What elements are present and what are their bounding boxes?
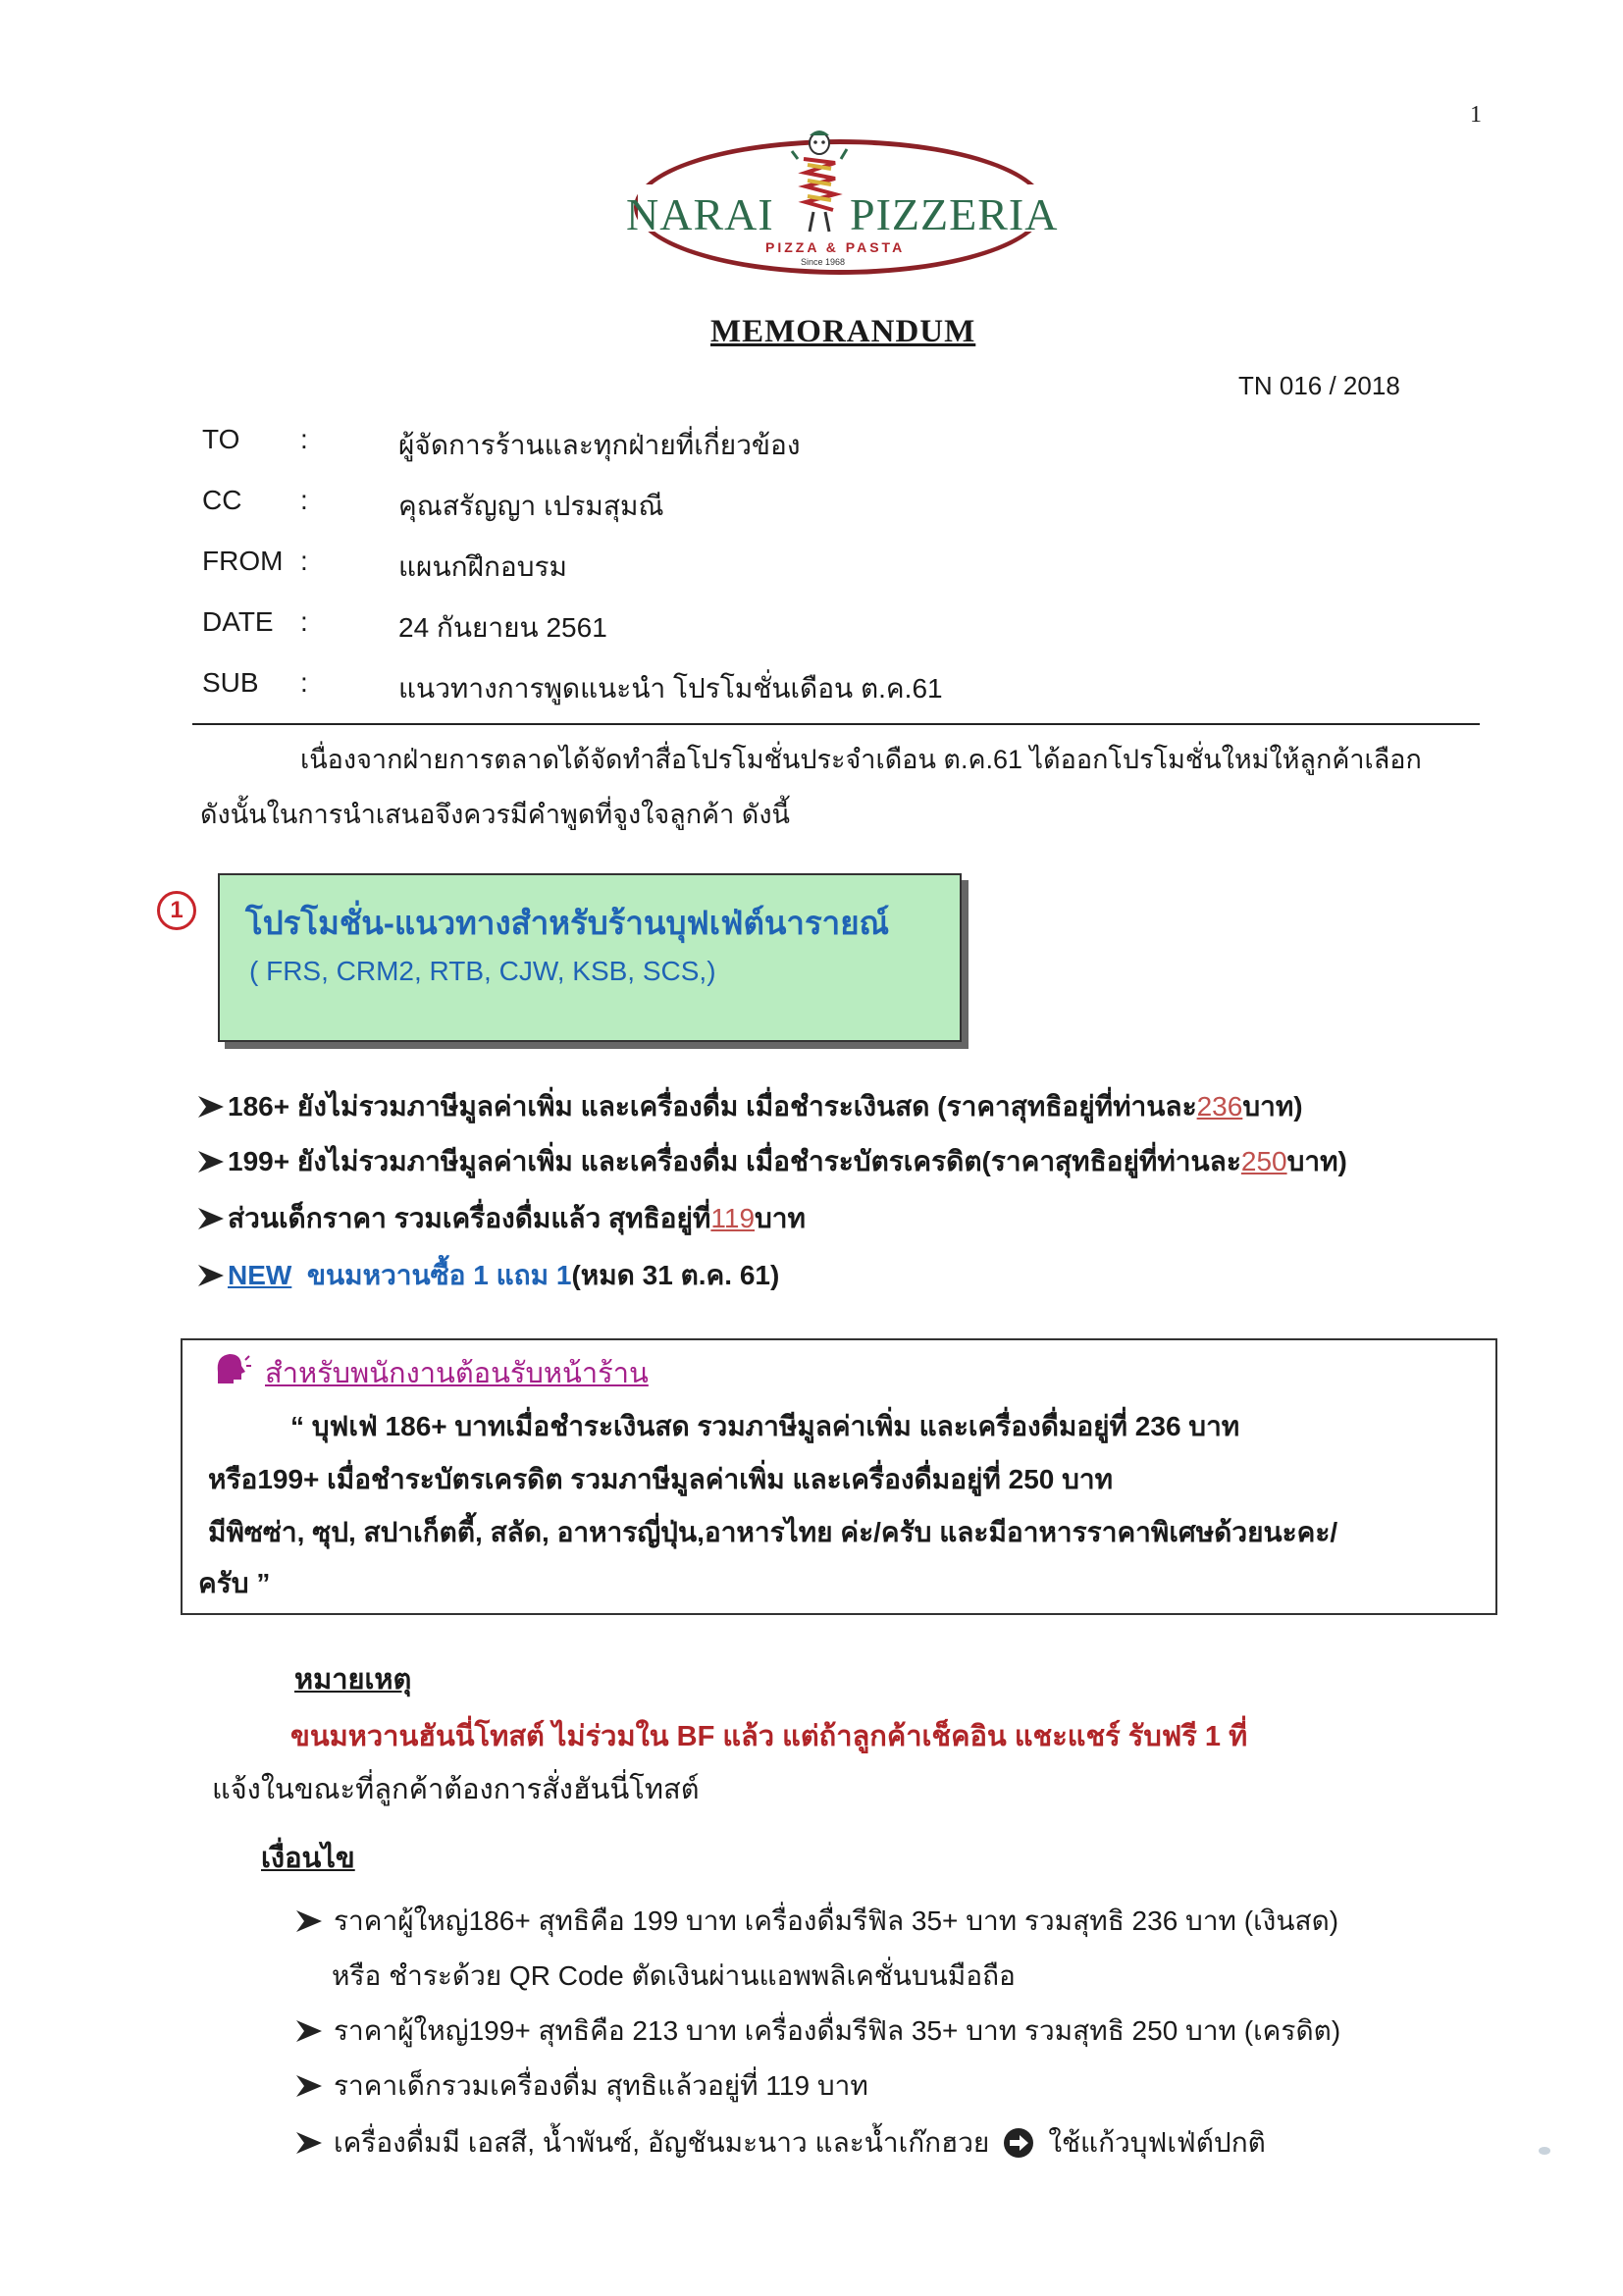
staff-script-line-4: ครับ ” (198, 1568, 271, 1598)
logo-since: Since 1968 (801, 257, 846, 267)
offer-expiry: (หมด 31 ต.ค. 61) (571, 1260, 780, 1290)
condition-text-tail: ใช้แก้วบุฟเฟ่ต์ปกติ (1048, 2127, 1266, 2158)
header-label: SUB (202, 667, 259, 698)
condition-item (294, 1900, 1338, 1943)
conditions-heading: เงื่อนไข (261, 1843, 355, 1874)
staff-heading: สำหรับพนักงานต้อนรับหน้าร้าน (265, 1358, 649, 1389)
condition-item (294, 2064, 868, 2108)
condition-item (294, 2121, 1266, 2165)
header-value: 24 กันยายน 2561 (398, 612, 607, 643)
condition-text: ราคาเด็กรวมเครื่องดื่ม สุทธิแล้วอยู่ที่ 119 บาท (334, 2070, 868, 2101)
bullet-text: ส่วนเด็กราคา รวมเครื่องดื่มแล้ว สุทธิอยู่ที่ (228, 1203, 711, 1233)
page-number: 1 (1470, 102, 1482, 128)
note-heading: หมายเหตุ (294, 1664, 412, 1696)
reference-number: TN 016 / 2018 (1238, 371, 1400, 400)
condition-text: เครื่องดื่มมี เอสสี, น้ำพันซ์, อัญชันมะนาว และน้ำเก๊กฮวย (334, 2127, 990, 2158)
condition-text-continued: หรือ ชำระด้วย QR Code ตัดเงินผ่านแอพพลิเคชั่นบนมือถือ (332, 1960, 1016, 1991)
arrow-bullet-icon (196, 1204, 226, 1233)
staff-script-line-1: “ บุฟเฟ่ 186+ บาทเมื่อชำระเงินสด รวมภาษีมูลค่าเพิ่ม และเครื่องดื่มอยู่ที่ 236 บาท (290, 1411, 1240, 1441)
header-value: ผู้จัดการร้านและทุกฝ่ายที่เกี่ยวข้อง (398, 430, 801, 460)
staff-script-line-2: หรือ199+ เมื่อชำระบัตรเครดิต รวมภาษีมูลค่าเพิ่ม และเครื่องดื่มอยู่ที่ 250 บาท (208, 1464, 1114, 1494)
chef-figure-icon (790, 130, 849, 237)
header-colon: : (300, 667, 308, 698)
note-line-1: ขนมหวานฮันนี่โทสต์ ไม่ร่วมใน BF แล้ว แต่ถ้าลูกค้าเช็คอิน แชะแชร์ รับฟรี 1 ที่ (290, 1721, 1248, 1752)
condition-item (294, 2009, 1340, 2053)
header-colon: : (300, 485, 308, 515)
net-price: 250 (1240, 1146, 1287, 1176)
arrow-bullet-icon (294, 2128, 324, 2158)
circled-arrow-icon (1003, 2127, 1034, 2159)
price-bullet-cash (196, 1085, 1303, 1128)
arrow-bullet-icon (196, 1261, 226, 1290)
promo-title: โปรโมชั่น-แนวทางสำหรับร้านบุฟเฟ่ต์นารายณ์ (245, 905, 890, 941)
logo-left-text: NARAI (626, 189, 774, 239)
intro-line-1: เนื่องจากฝ่ายการตลาดได้จัดทำสื่อโปรโมชั่นประจำเดือน ต.ค.61 ได้ออกโปรโมชั่นใหม่ให้ลูกค้าเลือก (300, 745, 1422, 774)
bullet-text: 186+ ยังไม่รวมภาษีมูลค่าเพิ่ม และเครื่องดื่ม เมื่อชำระเงินสด (ราคาสุทธิอยู่ที่ท่านละ (228, 1091, 1197, 1122)
arrow-bullet-icon (294, 2016, 324, 2046)
promo-box (218, 873, 962, 1042)
intro-line-2: ดังนั้นในการนำเสนอจึงควรมีคำพูดที่จูงใจลูกค้า ดังนี้ (200, 800, 790, 829)
price-bullet-child (196, 1197, 806, 1240)
logo-right-text: PIZZERIA (850, 189, 1059, 239)
header-label: FROM (202, 546, 284, 576)
staff-script-box (181, 1338, 1497, 1615)
net-price: 236 (1196, 1091, 1243, 1122)
arrow-bullet-icon (294, 2071, 324, 2101)
header-colon: : (300, 424, 308, 454)
scan-speck (1539, 2147, 1550, 2155)
header-value: แนวทางการพูดแนะนำ โปรโมชั่นเดือน ต.ค.61 (398, 673, 943, 704)
header-colon: : (300, 546, 308, 576)
header-divider (192, 723, 1480, 725)
speaking-head-icon (212, 1350, 251, 1389)
dessert-offer: ขนมหวานซื้อ 1 แถม 1 (291, 1260, 572, 1290)
condition-text: ราคาผู้ใหญ่199+ สุทธิคือ 213 บาท เครื่องดื่มรีฟิล 35+ บาท รวมสุทธิ 250 บาท (เครดิต) (334, 2015, 1341, 2046)
arrow-bullet-icon (294, 1906, 324, 1936)
new-tag: NEW (228, 1260, 292, 1290)
narai-pizzeria-logo (599, 126, 1070, 285)
note-line-2: แจ้งในขณะที่ลูกค้าต้องการสั่งฮันนี่โทสต์ (212, 1774, 700, 1805)
arrow-bullet-icon (196, 1092, 226, 1122)
net-price: 119 (710, 1203, 756, 1233)
header-colon: : (300, 606, 308, 637)
header-value: แผนกฝึกอบรม (398, 551, 567, 582)
header-label: TO (202, 424, 240, 454)
header-value: คุณสรัญญา เปรมสุมณี (398, 491, 664, 521)
promo-branches: ( FRS, CRM2, RTB, CJW, KSB, SCS,) (249, 956, 716, 986)
memo-title: MEMORANDUM (710, 314, 976, 349)
condition-text: ราคาผู้ใหญ่186+ สุทธิคือ 199 บาท เครื่องดื่มรีฟิล 35+ บาท รวมสุทธิ 236 บาท (เงินสด) (334, 1905, 1339, 1936)
bullet-suffix: บาท (755, 1203, 806, 1233)
bullet-text: 199+ ยังไม่รวมภาษีมูลค่าเพิ่ม และเครื่องดื่ม เมื่อชำระบัตรเครดิต(ราคาสุทธิอยู่ที่ท่านละ (228, 1146, 1241, 1176)
section-number-badge: 1 (157, 891, 196, 930)
new-dessert-bullet (196, 1254, 779, 1297)
arrow-bullet-icon (196, 1147, 226, 1176)
staff-script-line-3: มีพิซซ่า, ซุป, สปาเก็ตตี้, สลัด, อาหารญี่ปุ่น,อาหารไทย ค่ะ/ครับ และมีอาหารราคาพิเศษด้วยนะคะ/ (208, 1517, 1338, 1547)
bullet-suffix: บาท) (1286, 1146, 1347, 1176)
header-label: CC (202, 485, 242, 515)
header-label: DATE (202, 606, 274, 637)
logo-subtitle: PIZZA & PASTA (765, 239, 906, 255)
bullet-suffix: บาท) (1242, 1091, 1303, 1122)
price-bullet-credit (196, 1140, 1347, 1183)
